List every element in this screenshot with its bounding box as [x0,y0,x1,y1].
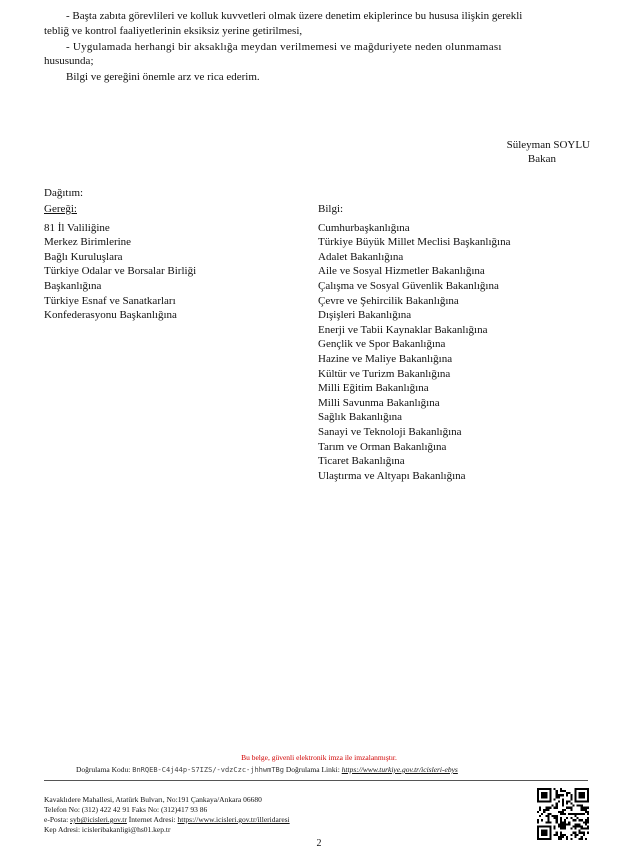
list-item: Cumhurbaşkanlığına [318,221,410,234]
list-item: Başkanlığına [44,279,102,292]
list-item: Türkiye Büyük Millet Meclisi Başkanlığına [318,236,511,249]
page-number: 2 [316,838,322,849]
closing-sentence: Bilgi ve gereğini önemle arz ve rica ederim. [66,71,260,83]
info-heading: Bilgi: [318,203,344,215]
list-item: Merkez Birimlerine [44,236,132,249]
verify-code-label: Doğrulama Kodu: [76,765,131,774]
list-item: Ticaret Bakanlığına [318,455,405,468]
list-item: Sanayi ve Teknoloji Bakanlığına [318,425,462,438]
distribution-heading: Dağıtım: [44,187,84,199]
list-item: Çalışma ve Sosyal Güvenlik Bakanlığına [318,279,499,292]
list-item: Türkiye Esnaf ve Sanatkarları [44,294,176,307]
phone-line: Telefon No: (312) 422 42 91 Faks No: (312)417 93 86 [44,805,208,814]
paragraph-2-line-1: - Uygulamada herhangi bir aksaklığa meydan verilmemesi ve mağduriyete neden olunmaması [66,41,502,53]
list-item: Dışişleri Bakanlığına [318,309,412,322]
email-web-line [44,815,290,825]
footer-divider [44,780,588,781]
action-heading: Gereği: [44,203,77,215]
verification-line [76,765,458,775]
verify-link-label: Doğrulama Linki: [285,765,340,774]
list-item: Tarım ve Orman Bakanlığına [318,440,447,453]
verify-code: BnRQEB-C4j44p-S7IZS/-vdzCzc-jhhwmTBg [132,766,284,774]
qr-code-icon [537,788,589,840]
list-item: Aile ve Sosyal Hizmetler Bakanlığına [318,265,485,278]
esign-note: Bu belge, güvenli elektronik imza ile imzalanmıştır. [241,753,397,762]
list-item: Hazine ve Maliye Bakanlığına [318,352,453,365]
signatory-title: Bakan [527,153,556,165]
paragraph-1-line-2: tebliğ ve kontrol faaliyetlerinin eksiksiz yerine getirilmesi, [44,25,303,37]
list-item: Türkiye Odalar ve Borsalar Birliği [44,265,197,278]
list-item: Sağlık Bakanlığına [318,411,403,424]
info-list [318,202,510,483]
list-item: Kültür ve Turizm Bakanlığına [318,367,451,380]
contact-block [44,795,290,835]
list-item: Milli Savunma Bakanlığına [318,396,440,409]
list-item: Ulaştırma ve Altyapı Bakanlığına [318,469,466,482]
list-item: Bağlı Kuruluşlara [44,250,123,263]
list-item: 81 İl Valiliğine [44,221,110,234]
web-label: İnternet Adresi: [128,815,176,824]
address-line: Kavaklıdere Mahallesi, Atatürk Bulvarı, No:191 Çankaya/Ankara 06680 [44,795,262,804]
signatory-name: Süleyman SOYLU [506,139,590,151]
web-link[interactable]: https://www.icisleri.gov.tr/illeridaresi [177,815,290,824]
email-link[interactable]: syb@icisleri.gov.tr [70,815,127,824]
list-item: Adalet Bakanlığına [318,250,404,263]
action-list [44,202,196,323]
list-item: Gençlik ve Spor Bakanlığına [318,338,446,351]
paragraph-1-line-1: - Başta zabıta görevlileri ve kolluk kuvvetleri olmak üzere denetim ekiplerince bu hususa ilişkin gerekli [66,10,523,22]
list-item: Milli Eğitim Bakanlığına [318,382,429,395]
list-item: Enerji ve Tabii Kaynaklar Bakanlığına [318,323,488,336]
signature-block [480,138,590,166]
list-item: Konfederasyonu Başkanlığına [44,309,177,322]
verify-link[interactable]: https://www.turkiye.gov.tr/icisleri-ebys [341,765,458,774]
email-label: e-Posta: [44,815,69,824]
kep-line: Kep Adresi: icisleribakanligi@hs01.kep.tr [44,825,171,834]
list-item: Çevre ve Şehircilik Bakanlığına [318,294,459,307]
paragraph-2-line-2: hususunda; [44,55,94,67]
